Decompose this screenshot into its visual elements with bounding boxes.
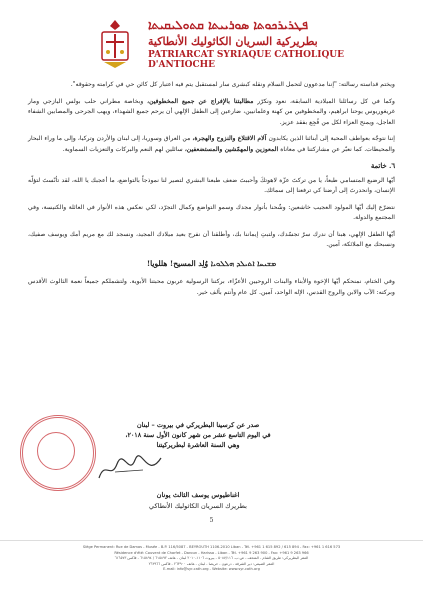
issued-line: في اليوم التاسع عشر من شهر كانون الأول سنة ٢٠١٨، [125, 431, 271, 439]
christmas-greeting: ܡܫܝܚܐ ܐܬܝܠܕ ܗܠܠܘܝܐ وُلِد المسيح! هللويا! [146, 258, 277, 268]
issued-statement [113, 420, 283, 450]
title-block [148, 18, 388, 70]
bold-text: آلام الاقتلاع والنزوح والهجرة، [192, 135, 267, 142]
page-number: 5 [209, 517, 214, 524]
paragraph: أيّها الطفل الإلهي، هبنا أن ندرك سرّ تجسّدك، ولتبتِ إيماننا بك، وأطلقنا أن نفرح بعيد ميلادك المجيد، ونسجد لك مع مريم أمك ويوسف صفيك، ونسبحك مع الملائكة، آمين. [28, 230, 395, 248]
paragraph [28, 134, 395, 155]
footer-line: المقر الصيفي: دير الشرفة - درعون - حريصا - لبنان - هاتف ٢٦٣٩٠٠ - فاكس ٢٦٣٩٦٦ [148, 561, 275, 566]
paragraph: أيّها الرضيع المتسامي طبعاً، يا من تركتَ عزّة لاهوتكَ وأحببتَ ضعف طبعنا البشري لتصير لنا نموذجاً بالتواضع، ما أعجبك يا الله، لقد تأنّستَ لتؤلّه الإنسان، وانحدرتَ إلى أرضنا كي ترفعنا إلى سمائك. [28, 176, 395, 194]
signature-area [0, 410, 423, 510]
footer-line: Résidence d'été: Couvent de Charfet - Daroun - Harissa - Liban - Tél. +961 9 263 900 - Fax: +961 9 263 966 [114, 550, 309, 555]
bold-text: مطالبتنا بالإفراج عن جميع المخطوفين، [147, 97, 254, 105]
text: سائلين لهم النعم والبركات والتعزيات السماوية. [62, 145, 183, 153]
letter-body [28, 80, 395, 304]
bold-text: المعوزين والمهمّشين والمستضعفين، [184, 145, 279, 153]
signer-block [113, 490, 283, 512]
paragraph: وفي الختام، نمنحكم أيّها الإخوة والأبناء والبنات الروحيين الأعزّاء، بركتنا الرسولية عربون محبتنا الأبوية. ولتشملكم جميعاً نعمة الثالوث الأقدس وبركته: الآب والابن والروح القدس، الإله الواحد، آمين. كل عام وأنتم بألف خير. [28, 278, 395, 296]
footer [0, 540, 423, 605]
paragraph: نتضرّع إليك أيّها المولود العجيب خاشعين: وشّحنا بأنوار مجدك وسمو التواضع وكمال التجرّد، لكي نعكس هذه الأنوار في العائلة والكنيسة، وفي المجتمع والدولة. [28, 203, 395, 221]
arabic-title: بطريركية السريان الكاثوليك الأنطاكية [148, 35, 318, 48]
text: وكما في كل رسائلنا الميلادية السابقة، نعود ونكرّر [257, 97, 396, 105]
signer-name: اغناطيوس يوسف الثالث يونان [156, 491, 240, 499]
latin-title: PATRIARCAT SYRIAQUE CATHOLIQUE D'ANTIOCHE [148, 50, 344, 70]
text: وبخاصة مطراني حلب بولس اليازجي ومار غريغوريوس يوحنا ابراهيم، والمخطوفين من كهنة وعلمانيين، ضارعين إلى الطفل الإلهي أن يرحم جميع الشهداء، ويهب الجرحى والمصابين الشفاء العاجل، ويمنح العزاء لكل من فُجِع بفقد عزيز. [28, 97, 395, 126]
letterhead [0, 8, 423, 72]
footer-line: Siège Permanent: Rue de Damas - Musée - B.P. 116/5087 - BEYROUTH 1106-2010 Liban - Tél. +961 1 615 892 / 615 894 - Fax: +961 1 616 573 [82, 545, 341, 549]
handwritten-signature-icon [95, 450, 165, 485]
patriarchal-seal-icon [20, 415, 96, 491]
text: إننا نتوجّه بعواطف المحبة إلى أبنائنا الذين يكابدون [268, 135, 396, 142]
footer-line: المقر البطريركي: طريق الشام - المتحف - ص.ب. ٥٠٨٧/١١٦ - بيروت ١١٠٦-٢٠١٠ لبنان - هاتف ٦١٥٨٩٢ / ٦١٥٨٩٤ - فاكس ٦١٦٥٧٣ [114, 556, 309, 561]
syriac-title: ܦܛܪܝܪܟܘܬܐ ܣܘܪܝܝܬܐ ܩܬܘܠܝܩܝܬܐ [148, 18, 309, 32]
paragraph: ويختم قداسته رسالته: "إننا مدعوون لتحمل السلام ونقله كبشرى سار لمستقبل يتم فيه اعتبار كل كائن حي في كرامته وحقوقه". [70, 81, 395, 88]
paragraph [28, 97, 395, 129]
issued-line: وهي السنة العاشرة لبطريركيتنا [156, 441, 240, 449]
issued-line: صدر عن كرسينا البطريركي في بيروت – لبنان [136, 421, 260, 429]
text: من العراق وسوريا، إلى لبنان والأردن وتركيا، وإلى ما وراء البحار والمحيطات. كما نعبّر عن مشاركتنا في معاناة [28, 135, 395, 153]
footer-line: E-mail: info@syr-cath.org - Website: www.syr-cath.org [163, 567, 260, 572]
section-title: ٦. خاتمة [370, 162, 395, 170]
patriarchal-crest-icon [96, 18, 134, 70]
signer-title: بطريرك السريان الكاثوليك الأنطاكي [149, 502, 247, 510]
